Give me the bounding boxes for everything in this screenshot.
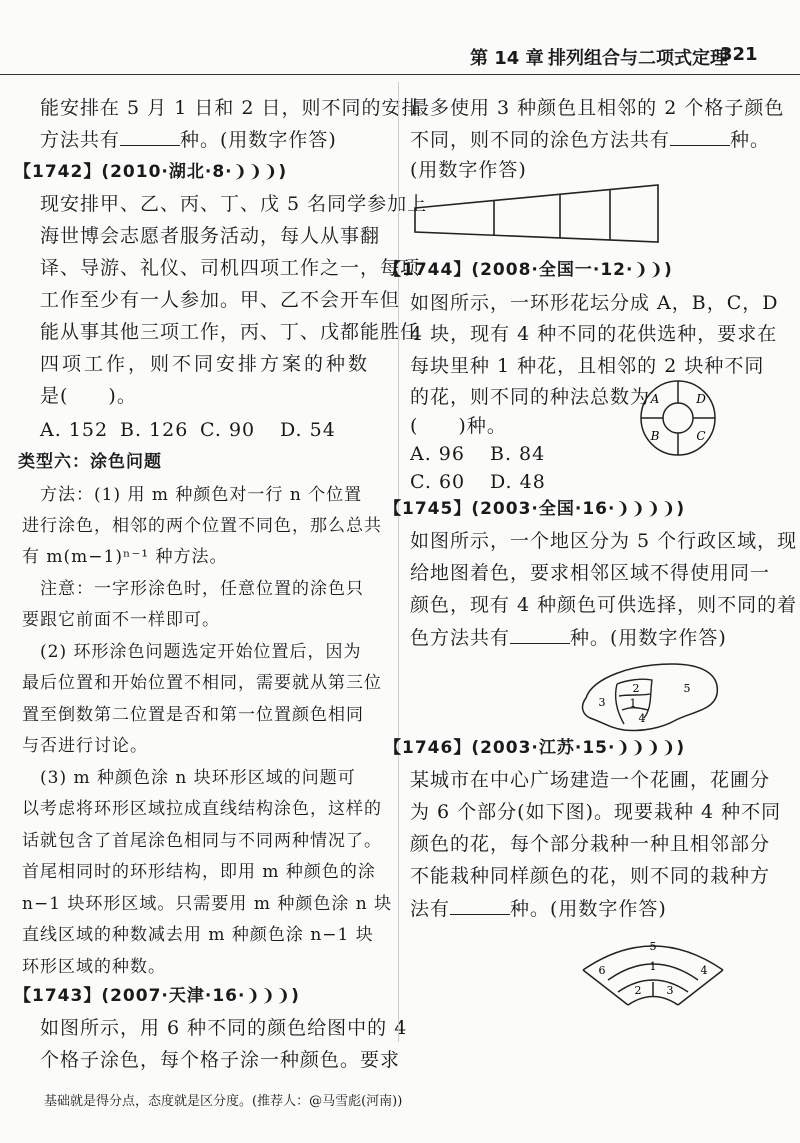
section-line-8: 置至倒数第二位置是否和第一位置颜色相同 bbox=[22, 705, 364, 725]
page-number: 321 bbox=[720, 44, 758, 65]
q1742-line-2: 海世博会志愿者服务活动，每人从事翻 bbox=[40, 225, 381, 247]
section-line-14: n−1 块环形区域。只需要用 m 种颜色涂 n 块 bbox=[22, 894, 393, 914]
q1744-line-5: ( )种。 bbox=[410, 415, 507, 437]
choice-a: A. 152 bbox=[40, 419, 109, 441]
q1745-line-1: 如图所示，一个地区分为 5 个行政区域，现 bbox=[410, 530, 798, 552]
q1745-line-4 bbox=[410, 625, 727, 650]
region-map-figure bbox=[572, 660, 722, 740]
q1745-prefix: 色方法共有 bbox=[410, 627, 511, 649]
choice-b: B. 126 bbox=[120, 419, 189, 441]
section-line-13: 首尾相同时的环形结构，即用 m 种颜色的涂 bbox=[22, 862, 376, 882]
q1746-line-1: 某城市在中心广场建造一个花圃，花圃分 bbox=[410, 769, 771, 791]
intro-line-1: 能安排在 5 月 1 日和 2 日，则不同的安排 bbox=[40, 97, 422, 119]
section-line-6: (2) 环形涂色问题选定开始位置后，因为 bbox=[40, 642, 362, 662]
section-line-3: 有 m(m−1)ⁿ⁻¹ 种方法。 bbox=[22, 547, 228, 567]
choice-d: D. 54 bbox=[280, 419, 336, 441]
choice-c: C. 90 bbox=[200, 419, 256, 441]
question-1744-tag: 【1744】(2008·全国一·12·❩❩) bbox=[384, 260, 673, 280]
q1744-line-2: 4 块，现有 4 种不同的花供选种，要求在 bbox=[410, 323, 778, 345]
page-footer: 基础就是得分点，态度就是区分度。(推荐人：@马雪彪(河南)) bbox=[44, 1094, 403, 1109]
fan-edge-left bbox=[583, 970, 628, 1005]
choice-a: A. 96 bbox=[410, 443, 465, 465]
difficulty-icon: ❩❩❩❩ bbox=[615, 738, 677, 758]
intro-prefix: 方法共有 bbox=[40, 129, 121, 151]
ring-label-a: A bbox=[650, 392, 660, 406]
q1745-line-3: 颜色，现有 4 种颜色可供选择，则不同的着 bbox=[410, 594, 798, 616]
section-line-12: 话就包含了首尾涂色相同与不同两种情况了。 bbox=[22, 831, 382, 851]
chapter-title: 排列组合与二项式定理 bbox=[548, 48, 728, 69]
section-line-7: 最后位置和开始位置不相同，需要就从第三位 bbox=[22, 673, 382, 693]
section-line-16: 环形区域的种数。 bbox=[22, 957, 166, 977]
q1746-suffix: 种。(用数字作答) bbox=[510, 898, 667, 920]
section-line-2: 进行涂色，相邻的两个位置不同色，那么总共 bbox=[22, 516, 382, 536]
column-divider bbox=[398, 82, 399, 1042]
q1744-line-1: 如图所示，一环形花坛分成 A，B，C，D bbox=[410, 292, 779, 314]
q1744-choices-row-1 bbox=[410, 442, 570, 466]
q1742-choices bbox=[40, 418, 360, 442]
q1742-line-4: 工作至少有一人参加。甲、乙不会开车但 bbox=[40, 289, 401, 311]
difficulty-icon: ❩❩❩❩ bbox=[615, 499, 677, 519]
q1746-line-3: 颜色的花，每个部分栽种一种且相邻部分 bbox=[410, 833, 771, 855]
question-1743-tag: 【1743】(2007·天津·16·❩❩❩) bbox=[14, 986, 300, 1006]
q1746-line-2: 为 6 个部分(如下图)。现要栽种 4 种不同 bbox=[410, 801, 782, 823]
question-1745-tag: 【1745】(2003·全国·16·❩❩❩❩) bbox=[384, 499, 686, 519]
tag-text: 【1746】(2003·江苏·15· bbox=[384, 738, 616, 758]
section-line-9: 与否进行讨论。 bbox=[22, 736, 148, 756]
q1745-line-2: 给地图着色，要求相邻区域不得使用同一 bbox=[410, 562, 771, 584]
answer-blank bbox=[670, 127, 730, 146]
q1742-line-5: 能从事其他三项工作，丙、丁、戊都能胜任 bbox=[40, 321, 421, 343]
map-label-2: 2 bbox=[632, 682, 640, 695]
chapter-label: 第 14 章 bbox=[470, 48, 544, 69]
header-rule bbox=[0, 74, 800, 75]
q1742-line-1: 现安排甲、乙、丙、丁、戊 5 名同学参加上 bbox=[40, 193, 428, 215]
q1746-line-5 bbox=[410, 896, 667, 921]
four-cell-strip-figure bbox=[410, 180, 670, 250]
q1744-choices-row-2 bbox=[410, 470, 570, 494]
q1743-cont-line-1: 最多使用 3 种颜色且相邻的 2 个格子颜色 bbox=[410, 97, 785, 119]
fan-label-3: 3 bbox=[666, 984, 674, 997]
map-border-b bbox=[616, 684, 624, 724]
tag-text: 【1744】(2008·全国一·12· bbox=[384, 260, 634, 280]
intro-suffix: 种。(用数字作答) bbox=[180, 129, 337, 151]
intro-line-2 bbox=[40, 127, 337, 152]
q1744-line-3: 每块里种 1 种花，且相邻的 2 块种不同 bbox=[410, 355, 765, 377]
q1743-cont-line-2 bbox=[410, 127, 770, 152]
ring-label-d: D bbox=[696, 392, 706, 406]
fan-label-6: 6 bbox=[598, 964, 606, 977]
section-line-10: (3) m 种颜色涂 n 块环形区域的问题可 bbox=[40, 768, 356, 788]
map-label-4: 4 bbox=[638, 712, 646, 725]
difficulty-icon: ❩❩❩ bbox=[245, 986, 292, 1006]
section-line-15: 直线区域的种数减去用 m 种颜色涂 n−1 块 bbox=[22, 925, 374, 945]
choice-c: C. 60 bbox=[410, 471, 466, 493]
tag-text: 【1742】(2010·湖北·8· bbox=[14, 162, 233, 182]
section-line-4: 注意：一字形涂色时，任意位置的涂色只 bbox=[40, 579, 364, 599]
q1743-cont-prefix: 不同，则不同的涂色方法共有 bbox=[410, 129, 671, 151]
q1746-prefix: 法有 bbox=[410, 898, 451, 920]
question-1746-tag: 【1746】(2003·江苏·15·❩❩❩❩) bbox=[384, 738, 686, 758]
tag-text: 【1745】(2003·全国·16· bbox=[384, 499, 616, 519]
map-label-5: 5 bbox=[683, 682, 691, 695]
section-line-11: 以考虑将环形区域拉成直线结构涂色，这样的 bbox=[22, 799, 382, 819]
map-label-1: 1 bbox=[629, 697, 637, 710]
section-line-1: 方法：(1) 用 m 种颜色对一行 n 个位置 bbox=[40, 485, 363, 505]
q1743-line-2: 个格子涂色，每个格子涂一种颜色。要求 bbox=[40, 1049, 401, 1071]
answer-blank bbox=[120, 127, 180, 146]
ring-label-b: B bbox=[650, 429, 660, 443]
ring-flowerbed-figure bbox=[638, 378, 718, 458]
q1743-cont-suffix: 种。 bbox=[730, 129, 771, 151]
fan-label-5: 5 bbox=[649, 940, 657, 953]
choice-b: B. 84 bbox=[490, 443, 546, 465]
fan-inner-arc bbox=[628, 997, 678, 1006]
ring-inner bbox=[663, 403, 693, 433]
fan-label-2: 2 bbox=[634, 984, 642, 997]
strip-outline bbox=[415, 185, 658, 242]
answer-blank bbox=[450, 896, 510, 915]
fan-label-1: 1 bbox=[649, 960, 657, 973]
q1743-line-1: 如图所示，用 6 种不同的颜色给图中的 4 bbox=[40, 1017, 408, 1039]
section-line-5: 要跟它前面不一样即可。 bbox=[22, 610, 220, 630]
ring-label-c: C bbox=[696, 429, 706, 443]
difficulty-icon: ❩❩ bbox=[633, 260, 664, 280]
section-title: 类型六：涂色问题 bbox=[18, 452, 162, 472]
q1742-line-7: 是( )。 bbox=[40, 385, 137, 407]
q1745-suffix: 种。(用数字作答) bbox=[570, 627, 727, 649]
map-label-3: 3 bbox=[598, 696, 606, 709]
question-1742-tag: 【1742】(2010·湖北·8·❩❩❩) bbox=[14, 162, 288, 182]
q1742-line-6: 四项工作，则不同安排方案的种数 bbox=[40, 353, 371, 375]
tag-text: 【1743】(2007·天津·16· bbox=[14, 986, 246, 1006]
q1744-line-4: 的花，则不同的种法总数为 bbox=[410, 386, 651, 408]
answer-blank bbox=[510, 625, 570, 644]
fan-label-4: 4 bbox=[700, 964, 708, 977]
fan-garden-figure bbox=[578, 930, 728, 1010]
difficulty-icon: ❩❩❩ bbox=[232, 162, 279, 182]
q1742-line-3: 译、导游、礼仪、司机四项工作之一，每项 bbox=[40, 257, 421, 279]
choice-d: D. 48 bbox=[490, 471, 546, 493]
q1746-line-4: 不能栽种同样颜色的花，则不同的栽种方 bbox=[410, 865, 771, 887]
q1743-cont-line-3: (用数字作答) bbox=[410, 159, 527, 181]
